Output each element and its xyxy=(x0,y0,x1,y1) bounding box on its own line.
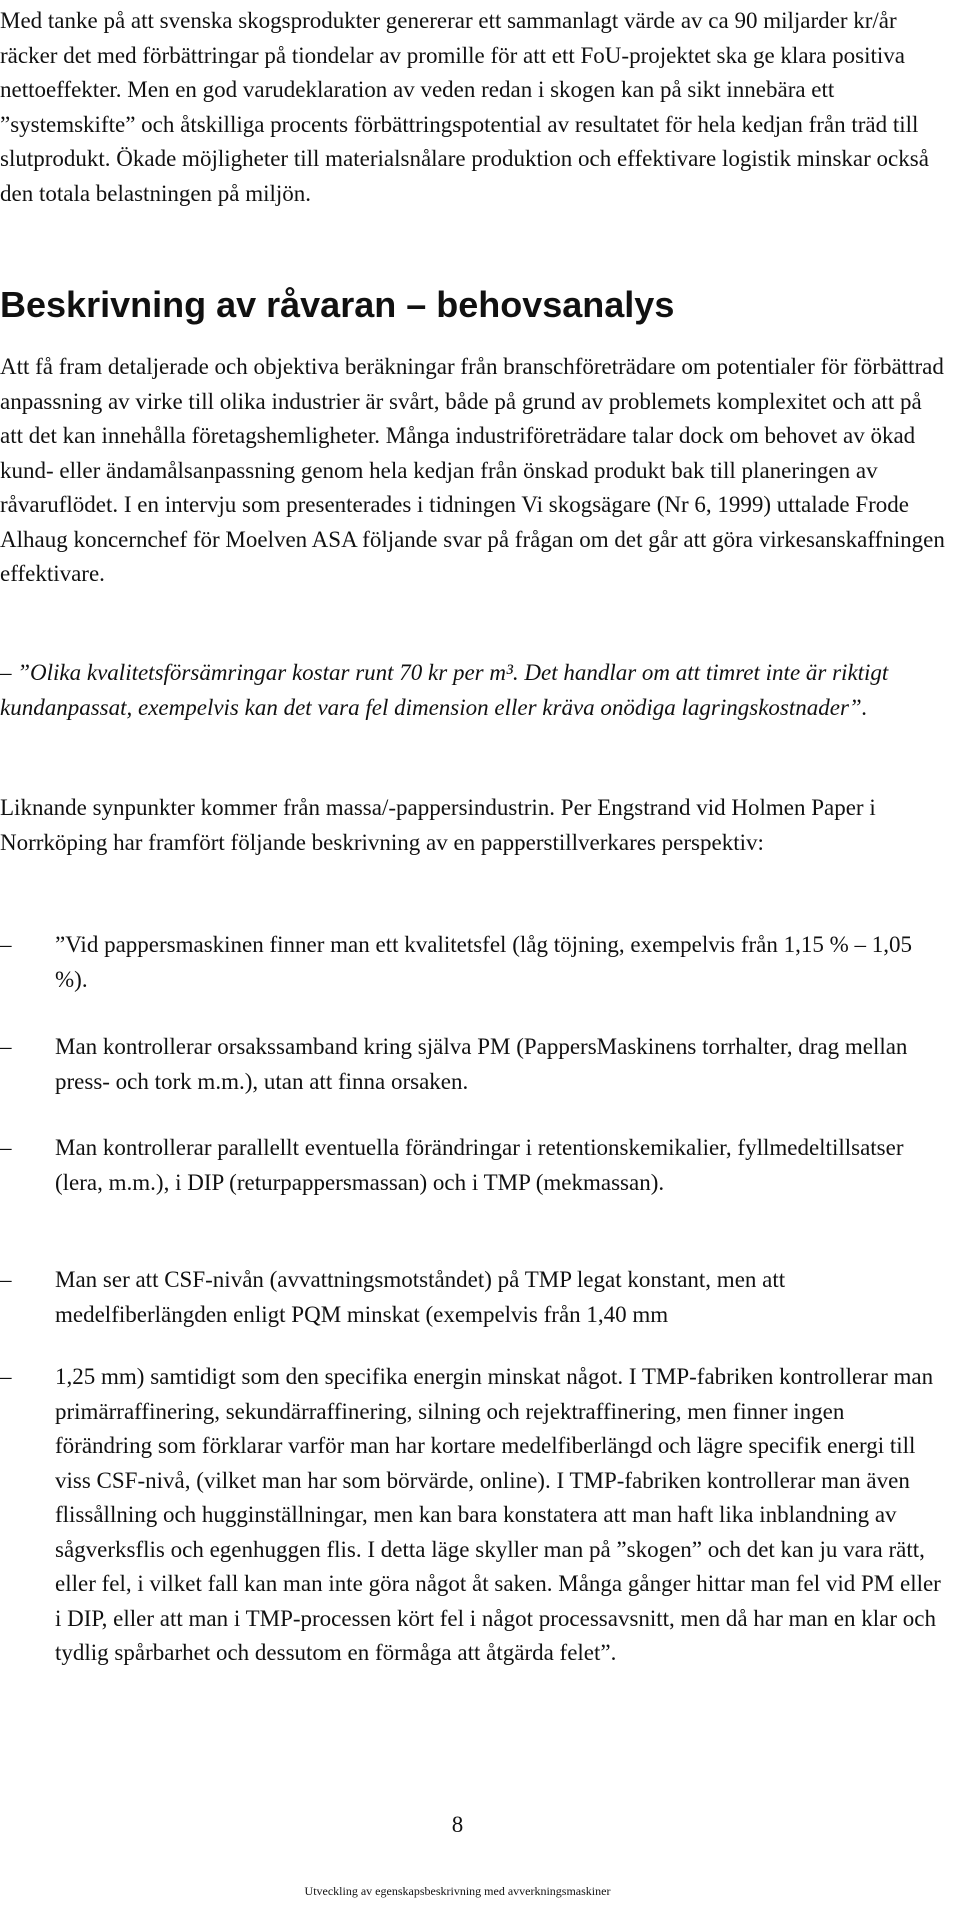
list-item xyxy=(0,1131,945,1200)
page-number: 8 xyxy=(451,1812,464,1837)
list-item-text: Man kontrollerar orsakssamband kring själva PM (PappersMaskinens torrhalter, drag mellan press- och tork m.m.), utan att finna orsaken. xyxy=(55,1034,908,1094)
intro-paragraph: Med tanke på att svenska skogsprodukter genererar ett sammanlagt värde av ca 90 miljarder kr/år räcker det med förbättringar på tiondelar av promille för att ett FoU-projektet ska ge klara positiva nettoeffekter. Men en god varudeklaration av veden redan i skogen kan på sikt innebära ett ”systemskifte” och åtskilliga procents förbättringspotential av resultatet för hela kedjan från träd till slutprodukt. Ökade möjligheter till materialsnålare produktion och effektivare logistik minskar också den totala belastningen på miljön. xyxy=(0,8,929,206)
dash-marker: – xyxy=(0,932,12,957)
list-item xyxy=(0,1030,945,1099)
list-item-text: 1,25 mm) samtidigt som den specifika energin minskat något. I TMP-fabriken kontrollerar man primärraffinering, sekundärraffinering, silning och rejektraffinering, men finner ingen förändring som förklarar varför man har kortare medelfiberlängd och lägre specifik energi till viss CSF-nivå, (vilket man har som börvärde, online). I TMP-fabriken kontrollerar man även flissållning och hugginställningar, men kan bara konstatera att man haft lika inblandning av sågverksflis och egenhuggen flis. I detta läge skyller man på ”skogen” och det kan ju vara rätt, eller fel, i vilket fall kan man inte göra något åt saken. Många gånger hittar man fel vid PM eller i DIP, eller att man i TMP-processen kört fel i något processavsnitt, men då har man en klar och tydlig spårbarhet och dessutom en förmåga att åtgärda felet”. xyxy=(55,1364,941,1665)
body-paragraph-intro-list: Liknande synpunkter kommer från massa/-pappersindustrin. Per Engstrand vid Holmen Paper i Norrköping har framfört följande beskrivning av en papperstillverkares perspektiv: xyxy=(0,795,876,855)
list-item-text: Man kontrollerar parallellt eventuella förändringar i retentionskemikalier, fyllmedeltillsatser (lera, m.m.), i DIP (returpappersmassan) och i TMP (mekmassan). xyxy=(55,1135,904,1195)
quote-paragraph: – ”Olika kvalitetsförsämringar kostar runt 70 kr per m³. Det handlar om att timret inte är riktigt kundanpassat, exempelvis kan det vara fel dimension eller kräva onödiga lagringskostnader”. xyxy=(0,660,889,720)
dash-marker: – xyxy=(0,1034,12,1059)
list-item xyxy=(0,1360,945,1671)
dash-marker: – xyxy=(0,1135,12,1160)
list-item-text: ”Vid pappersmaskinen finner man ett kvalitetsfel (låg töjning, exempelvis från 1,15 % – 1,05 %). xyxy=(55,932,913,992)
list-item xyxy=(0,1263,945,1332)
list-item xyxy=(0,928,945,997)
section-heading: Beskrivning av råvaran – behovsanalys xyxy=(0,284,675,325)
page-footer: Utveckling av egenskapsbeskrivning med avverkningsmaskiner xyxy=(304,1884,611,1898)
body-paragraph: Att få fram detaljerade och objektiva beräkningar från branschföreträdare om potentialer för förbättrad anpassning av virke till olika industrier är svårt, både på grund av problemets komplexitet och att på att det kan innehålla företagshemligheter. Många industriföreträdare talar dock om behovet av ökad kund- eller ändamålsanpassning genom hela kedjan från önskad produkt bak till planeringen av råvaruflödet. I en intervju som presenterades i tidningen Vi skogsägare (Nr 6, 1999) uttalade Frode Alhaug koncernchef för Moelven ASA följande svar på frågan om det går att göra virkesanskaffningen effektivare. xyxy=(0,354,945,586)
dash-marker: – xyxy=(0,1267,12,1292)
list-item-text: Man ser att CSF-nivån (avvattningsmotståndet) på TMP legat konstant, men att medelfiberlängden enligt PQM minskat (exempelvis från 1,40 mm xyxy=(55,1267,786,1327)
dash-marker: – xyxy=(0,1364,12,1389)
